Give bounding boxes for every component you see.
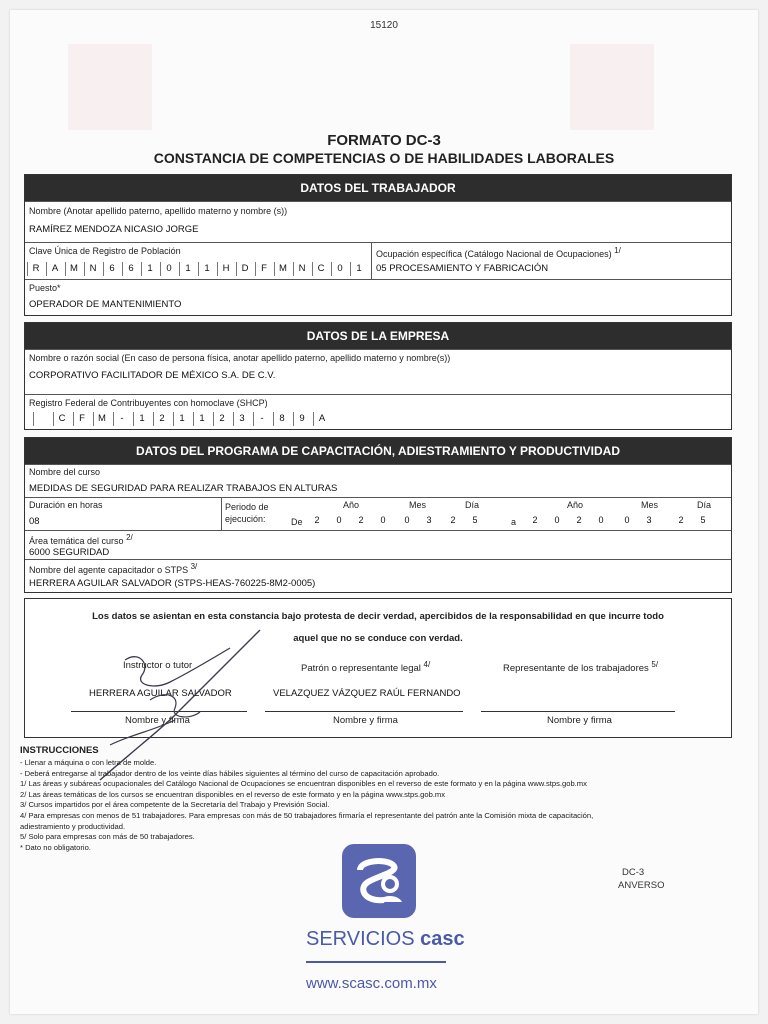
- curp-char-cell: N: [293, 262, 310, 276]
- agente-label: Nombre del agente capacitador o STPS $^{3/}$: [29, 562, 198, 575]
- instruccion-line: 4/ Para empresas con menos de 51 trabajadores. Para empresas con más de 50 trabajadores firmaría el representante del patrón ante la Comisión mixta de capacitación,: [20, 811, 594, 820]
- curso-value: MEDIDAS DE SEGURIDAD PARA REALIZAR TRABAJOS EN ALTURAS: [29, 483, 338, 494]
- curp-char-cell: 6: [103, 262, 120, 276]
- rfc-char-cell: -: [253, 412, 270, 426]
- form-side: ANVERSO: [618, 880, 665, 891]
- rfc-char-cell: 9: [293, 412, 310, 426]
- rfc-char-cell: C: [53, 412, 70, 426]
- watermark-right: [570, 44, 654, 130]
- anio-label-a: Año: [567, 500, 584, 510]
- razon-label: Nombre o razón social (En caso de persona física, anotar apellido paterno, apellido materno y nombre(s)): [29, 353, 451, 363]
- instrucciones-title: INSTRUCCIONES: [20, 745, 99, 756]
- duracion-value: 08: [29, 516, 40, 527]
- declaracion-line-1: Los datos se asientan en esta constancia bajo protesta de decir verdad, apercibidos de la responsabilidad en que incurre todo: [92, 611, 664, 622]
- curp-char-cell: R: [27, 262, 44, 276]
- ocupacion-value: 05 PROCESAMIENTO Y FABRICACIÓN: [376, 263, 549, 274]
- section-empresa: [24, 322, 732, 430]
- curp-char-cell: F: [255, 262, 272, 276]
- mes-label-de: Mes: [409, 500, 427, 510]
- de-label: De: [291, 517, 303, 527]
- nombre-label: Nombre (Anotar apellido paterno, apellido materno y nombre (s)): [29, 206, 288, 216]
- section-band-programa: DATOS DEL PROGRAMA DE CAPACITACIÓN, ADIESTRAMIENTO Y PRODUCTIVIDAD: [25, 438, 731, 464]
- rfc-char-cell: 8: [273, 412, 290, 426]
- fecha-fin-digit: 0: [554, 515, 560, 525]
- curp-char-cell: C: [312, 262, 329, 276]
- declaracion-line-2: aquel que no se conduce con verdad.: [293, 633, 463, 644]
- rfc-char-cell: A: [313, 412, 330, 426]
- patron-firma-label: Nombre y firma: [333, 715, 398, 726]
- form-title: FORMATO DC-3: [327, 132, 441, 149]
- instruccion-line: - Deberá entregarse al trabajador dentro de los veinte días hábiles siguientes al término del curso de capacitación aprobado.: [20, 768, 440, 778]
- duracion-label: Duración en horas: [29, 500, 103, 510]
- fecha-fin-digit: 2: [678, 515, 684, 525]
- puesto-value: OPERADOR DE MANTENIMIENTO: [29, 299, 182, 310]
- folio-number: 15120: [370, 20, 398, 31]
- watermark-left: [68, 44, 152, 130]
- curp-char-cell: D: [236, 262, 253, 276]
- area-value: 6000 SEGURIDAD: [29, 547, 110, 558]
- dia-label-de: Día: [465, 500, 480, 510]
- rfc-char-cell: 3: [233, 412, 250, 426]
- curp-char-cell: 1: [179, 262, 196, 276]
- rfc-char-cell: M: [93, 412, 110, 426]
- fecha-fin-digit: 2: [532, 515, 538, 525]
- row-curp: [25, 242, 731, 279]
- trabajadores-label: Representante de los trabajadores $^{5/}$: [503, 660, 659, 675]
- instructor-firma-label: Nombre y firma: [125, 715, 190, 726]
- instruccion-line: 2/ Las áreas temáticas de los cursos se encuentran disponibles en el reverso de este formato y en la página www.stps.gob.mx: [20, 789, 446, 799]
- razon-value: CORPORATIVO FACILITADOR DE MÉXICO S.A. DE C.V.: [29, 370, 276, 381]
- curp-char-cell: 0: [160, 262, 177, 276]
- row-rfc: [25, 394, 731, 429]
- section-band-empresa: DATOS DE LA EMPRESA: [25, 323, 731, 349]
- rfc-char-cell: 1: [133, 412, 150, 426]
- curso-label: Nombre del curso: [29, 467, 101, 477]
- rfc-char-cell: 1: [193, 412, 210, 426]
- rfc-label: Registro Federal de Contribuyentes con homoclave (SHCP): [29, 398, 268, 408]
- curp-char-cell: 1: [198, 262, 215, 276]
- fecha-inicio-digit: 3: [426, 515, 432, 525]
- fecha-inicio-digit: 2: [358, 515, 364, 525]
- instruccion-line: 1/ Las áreas y subáreas ocupacionales del Catálogo Nacional de Ocupaciones se encuentran disponibles en el reverso de este formato y en la página www.stps.gob.mx: [20, 779, 587, 789]
- a-label: a: [511, 517, 517, 527]
- fecha-fin-digit: 3: [646, 515, 652, 525]
- section-trabajador: [24, 174, 732, 316]
- row-nombre: [25, 201, 731, 242]
- fecha-fin-digit: 2: [576, 515, 582, 525]
- patron-name: VELAZQUEZ VÁZQUEZ RAÚL FERNANDO: [273, 688, 461, 699]
- row-puesto: [25, 279, 731, 314]
- fecha-inicio-digit: 0: [404, 515, 410, 525]
- puesto-label: Puesto*: [29, 283, 61, 293]
- rfc-char-cell: [33, 412, 50, 426]
- row-razon-social: [25, 349, 731, 394]
- nombre-value: RAMÍREZ MENDOZA NICASIO JORGE: [29, 224, 199, 235]
- fecha-inicio-cells: [307, 515, 497, 529]
- row-area: [25, 530, 731, 559]
- fecha-inicio-digit: 0: [336, 515, 342, 525]
- instructor-name: HERRERA AGUILAR SALVADOR: [89, 688, 232, 699]
- fecha-fin-cells: [525, 515, 725, 529]
- rfc-char-cell: 2: [153, 412, 170, 426]
- curp-char-cell: M: [274, 262, 291, 276]
- form-code: DC-3: [622, 867, 645, 878]
- curp-cells: [27, 262, 373, 277]
- trabajadores-firma-label: Nombre y firma: [547, 715, 612, 726]
- rfc-char-cell: F: [73, 412, 90, 426]
- fecha-fin-digit: 0: [624, 515, 630, 525]
- row-duracion: [25, 497, 731, 530]
- curp-char-cell: H: [217, 262, 234, 276]
- anio-label-de: Año: [343, 500, 360, 510]
- fecha-inicio-digit: 2: [314, 515, 320, 525]
- dia-label-a: Día: [697, 500, 712, 510]
- rfc-char-cell: 1: [173, 412, 190, 426]
- brand-name: SERVICIOS casc: [306, 928, 465, 950]
- patron-signature-line: [265, 711, 463, 712]
- instruccion-line: 3/ Cursos impartidos por el área competente de la Secretaría del Trabajo y Previsión Social.: [20, 800, 330, 810]
- fecha-fin-digit: 5: [700, 515, 706, 525]
- instruccion-line: * Dato no obligatorio.: [20, 842, 91, 852]
- curp-char-cell: 1: [141, 262, 158, 276]
- rfc-char-cell: -: [113, 412, 130, 426]
- fecha-fin-digit: 0: [598, 515, 604, 525]
- fecha-inicio-digit: 5: [472, 515, 478, 525]
- brand-url: www.scasc.com.mx: [306, 975, 437, 992]
- agente-value: HERRERA AGUILAR SALVADOR (STPS-HEAS-760225-8M2-0005): [29, 578, 316, 589]
- form-subtitle: CONSTANCIA DE COMPETENCIAS O DE HABILIDADES LABORALES: [153, 150, 615, 166]
- instructor-label: Instructor o tutor: [123, 660, 193, 671]
- section-band-trabajador: DATOS DEL TRABAJADOR: [25, 175, 731, 201]
- trabajadores-signature-line: [481, 711, 675, 712]
- curp-char-cell: 0: [331, 262, 348, 276]
- instruccion-line: 5/ Solo para empresas con más de 50 trabajadores.: [20, 832, 195, 842]
- fecha-inicio-digit: 0: [380, 515, 386, 525]
- periodo-label-1: Periodo de: [225, 502, 269, 512]
- section-programa: [24, 437, 732, 593]
- instruccion-line: adiestramiento y productividad.: [20, 821, 126, 831]
- area-label: Área temática del curso $^{2/}$: [29, 533, 133, 546]
- patron-label: Patrón o representante legal $^{4/}$: [301, 660, 431, 675]
- mes-label-a: Mes: [641, 500, 659, 510]
- curp-char-cell: 1: [350, 262, 367, 276]
- curp-label: Clave Única de Registro de Población: [29, 246, 181, 256]
- periodo-label-2: ejecución:: [225, 514, 266, 524]
- casc-logo-icon: [338, 840, 420, 922]
- row-agente: [25, 559, 731, 594]
- rfc-cells: [33, 412, 333, 427]
- fecha-inicio-digit: 2: [450, 515, 456, 525]
- brand-underline: [306, 961, 446, 963]
- rfc-char-cell: 2: [213, 412, 230, 426]
- curp-char-cell: N: [84, 262, 101, 276]
- curp-char-cell: 6: [122, 262, 139, 276]
- curp-char-cell: M: [65, 262, 82, 276]
- instruccion-line: - Llenar a máquina o con letra de molde.: [20, 758, 157, 767]
- row-curso: [25, 464, 731, 497]
- ocupacion-label: Ocupación específica (Catálogo Nacional de Ocupaciones) $^{1/}$: [376, 246, 621, 259]
- curp-char-cell: A: [46, 262, 63, 276]
